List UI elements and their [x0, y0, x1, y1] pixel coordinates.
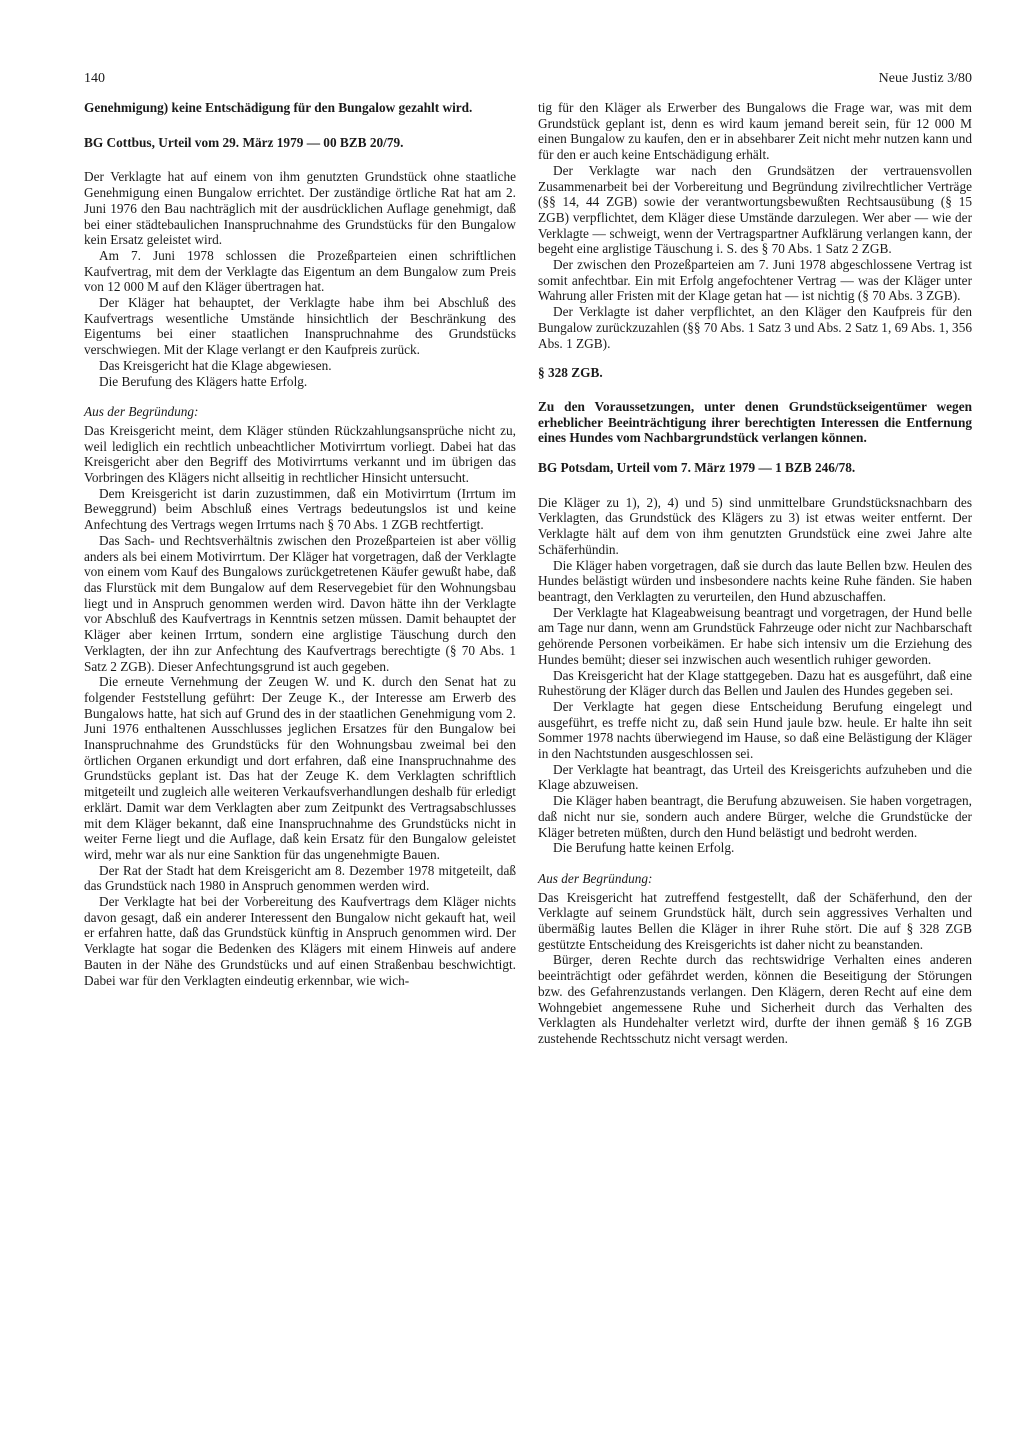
facts-paragraph: Das Kreisgericht hat die Klage abgewiesen.: [99, 357, 332, 373]
reasons-heading: Aus der Begründung:: [84, 404, 199, 420]
case-heading-continuation: Genehmigung) keine Entschädigung für den Bungalow gezahlt wird.: [84, 100, 473, 115]
continuation-paragraph: Der zwischen den Prozeßparteien am 7. Juni 1978 abgeschlossene Vertrag ist somit anfechtbar. Ein mit Erfolg angefochtener Vertrag — was der Kläger unter Wahrung aller Fristen mit der Klage getan hat — ist nichtig (§ 70 Abs. 3 ZGB).: [538, 257, 972, 304]
reasons-paragraph: Dem Kreisgericht ist darin zuzustimmen, daß ein Motivirrtum (Irrtum im Beweggrund) beim Abschluß eines Vertrags bedeutungslos ist und keine Anfechtung des Vertrags wegen Irrtums nach § 70 Abs. 1 ZGB rechtfertigt.: [84, 485, 516, 533]
facts-paragraph: Der Verklagte hat gegen diese Entscheidung Berufung eingelegt und ausgeführt, es treffe nicht zu, daß sein Hund jaule bzw. heule. Er halte ihn seit Sommer 1978 nachts überwiegend im Hause, so daß eine Belästigung der Kläger in den Nachtstunden ausgeschlossen sei.: [538, 698, 972, 762]
journal-issue: Neue Justiz 3/80: [878, 71, 972, 86]
facts-paragraph: Die Berufung des Klägers hatte Erfolg.: [99, 373, 308, 389]
facts-paragraph: Die Berufung hatte keinen Erfolg.: [553, 840, 735, 856]
reasons-paragraph: Bürger, deren Rechte durch das rechtswidrige Verhalten eines anderen beeinträchtigt oder gefährdet werden, können die Beseitigung der Störungen bzw. des Gefahrenzustands verlangen. Den Klägern, deren Recht auf eine dem Wohngebiet angemessene Ruhe und Sicherheit durch das Verhalten des Verklagten als Hundehalter verletzt wird, durfte der ihnen gemäß § 16 ZGB zustehende Rechtsschutz nicht versagt werden.: [538, 952, 972, 1046]
reasons-paragraph: Das Kreisgericht meint, dem Kläger stünden Rückzahlungsansprüche nicht zu, weil lediglich ein rechtlich unbeachtlicher Motivirrtum vorliegt. Dabei hat das Kreisgericht aber den Begriff des Motivirrtums verkannt und im übrigen das Vorbringen des Klägers nicht allseitig in rechtlicher Hinsicht untersucht.: [84, 422, 516, 486]
reasons-paragraph: Der Verklagte hat bei der Vorbereitung des Kaufvertrags dem Kläger nichts davon gesagt, daß ein anderer Interessent den Bungalow nicht gekauft hat, weil er erfahren hatte, daß das Grundstück künftig in Anspruch genommen wird. Der Verklagte hat sogar die Bedenken des Klägers mit einem Hinweis auf andere Bauten in der Nähe des Grundstücks und auf einen Straßenbau beschwichtigt. Dabei war für den Verklagten eindeutig erkennbar, wie wich-: [84, 894, 516, 988]
reasons-heading: Aus der Begründung:: [538, 870, 653, 886]
reasons-paragraph: Das Kreisgericht hat zutreffend festgestellt, daß der Schäferhund, den der Verklagte auf seinem Grundstück hält, durch sein aggressives Verhalten und übermäßig lautes Bellen die Kläger in ihrer Ruhe stört. Die auf § 328 ZGB gestützte Entscheidung des Kreisgerichts ist daher nicht zu beanstanden.: [538, 889, 972, 952]
facts-paragraph: Der Kläger hat behauptet, der Verklagte habe ihm bei Abschluß des Kaufvertrags wesentliche Umstände hinsichtlich der Beschränkung des Eigentums bei einer staatlichen Inanspruchnahme des Grundstücks verschwiegen. Mit der Klage verlangt er den Kaufpreis zurück.: [84, 295, 516, 358]
facts-paragraph: Die Kläger zu 1), 2), 4) und 5) sind unmittelbare Grundstücksnachbarn des Verklagten, das Grundstück des Klägers zu 3) ist etwas weiter entfernt. Der Verklagte hält auf dem von ihm genutzten Grundstück eine zwei Jahre alte Schäferhündin.: [538, 494, 972, 557]
left-column: [84, 100, 516, 988]
facts-paragraph: Der Verklagte hat Klageabweisung beantragt und vorgetragen, der Hund belle am Tage nur dann, wenn am Grundstück Fahrzeuge oder nicht zur Nachbarschaft gehörende Personen vorbeikämen. Er habe sich intensiv um die Erziehung des Hundes bemüht; dieser sei inzwischen auch wesentlich ruhiger geworden.: [538, 604, 972, 667]
reasons-paragraph: Das Sach- und Rechtsverhältnis zwischen den Prozeßparteien ist aber völlig anders als bei einem Motivirrtum. Der Kläger hat vorgetragen, daß der Verklagte von einem vom Kauf des Bungalows zurückgetretenen Käufer gewußt habe, daß das Flurstück mit dem Bungalow auf dem Reservegebiet für den Wohnungsbau liegt und in Anspruch genommen werden wird. Davon hätte ihn der Verklagte vor Abschluß des Kaufvertrags in Kenntnis setzen müssen. Damit behauptet der Kläger aber keinen Irrtum, sondern eine arglistige Täuschung durch den Verklagten, der ihn zur Anfechtung des Kaufvertrags berechtigte (§ 70 Abs. 1 Satz 2 ZGB). Dieser Anfechtungsgrund ist auch gegeben.: [84, 532, 516, 674]
headnote: Zu den Voraussetzungen, unter denen Grundstückseigentümer wegen erheblicher Beeinträchtigung ihrer berechtigten Interessen die Entfernung eines Hundes vom Nachbargrundstück verlangen können.: [538, 398, 972, 446]
case-reference: BG Cottbus, Urteil vom 29. März 1979 — 00 BZB 20/79.: [84, 134, 404, 150]
reasons-paragraph: Die erneute Vernehmung der Zeugen W. und K. durch den Senat hat zu folgender Feststellung geführt: Der Zeuge K., der Interesse am Erwerb des Bungalows hatte, hat sich auf Grund des in der staatlichen Genehmigung vom 2. Juni 1976 enthaltenen Ausschlusses jeglichen Ersatzes für den Bungalow bei Inanspruchnahme des Grundstücks für den Wohnungsbau zweimal bei den örtlichen Organen erkundigt und dort erfahren, daß eine Inanspruchnahme des Grundstücks geplant ist. Das hat der Zeuge K. dem Verklagten schriftlich mitgeteilt und zugleich alle weiteren Verkaufsverhandlungen deshalb für erledigt erklärt. Damit war dem Verklagten aber zum Zeitpunkt des Vertragsabschlusses mit dem Kläger bekannt, daß eine Inanspruchnahme des Grundstücks nicht in weiter Ferne liegt und die Auflage, daß kein Ersatz für den Bungalow geleistet wird, mehr war als nur eine Sanktion für das ungenehmigte Bauen.: [84, 674, 516, 862]
continuation-paragraph: Der Verklagte ist daher verpflichtet, an den Kläger den Kaufpreis für den Bungalow zurückzuzahlen (§§ 70 Abs. 1 Satz 3 und Abs. 2 Satz 1, 69 Abs. 1, 356 Abs. 1 ZGB).: [538, 304, 972, 351]
facts-paragraph: Die Kläger haben beantragt, die Berufung abzuweisen. Sie haben vorgetragen, daß nicht nur sie, sondern auch andere Bürger, welche die Grundstücke der Kläger betreten müßten, durch den Hund belästigt und bedroht werden.: [538, 793, 972, 840]
case-reference: BG Potsdam, Urteil vom 7. März 1979 — 1 BZB 246/78.: [538, 460, 856, 476]
right-column: [538, 100, 972, 1047]
facts-paragraph: Der Verklagte hat auf einem von ihm genutzten Grundstück ohne staatliche Genehmigung einen Bungalow errichtet. Der zuständige örtliche Rat hat am 2. Juni 1976 den Bau nachträglich mit der ausdrücklichen Auflage genehmigt, daß bei einer städtebaulichen Inanspruchnahme des Grundstücks für den Bungalow kein Ersatz geleistet wird.: [84, 169, 516, 248]
facts-paragraph: Am 7. Juni 1978 schlossen die Prozeßparteien einen schriftlichen Kaufvertrag, mit dem der Verklagte das Eigentum an dem Bungalow zum Preis von 12 000 M auf den Kläger übertragen hat.: [84, 247, 516, 295]
page-number: 140: [84, 71, 105, 86]
reasons-paragraph: Der Rat der Stadt hat dem Kreisgericht am 8. Dezember 1978 mitgeteilt, daß das Grundstück nach 1980 in Anspruch genommen werden wird.: [84, 862, 516, 894]
facts-paragraph: Der Verklagte hat beantragt, das Urteil des Kreisgerichts aufzuheben und die Klage abzuweisen.: [538, 761, 972, 793]
facts-paragraph: Das Kreisgericht hat der Klage stattgegeben. Dazu hat es ausgeführt, daß eine Ruhestörung der Kläger durch das Bellen und Jaulen des Hundes gegeben sei.: [538, 667, 972, 699]
continuation-paragraph: Der Verklagte war nach den Grundsätzen der vertrauensvollen Zusammenarbeit bei der Vorbereitung und Begründung zivilrechtlicher Verträge (§§ 14, 44 ZGB) sowie der verantwortungsbewußten Rechtsausübung (§ 15 ZGB) verpflichtet, dem Kläger diese Umstände darzulegen. Wer aber — wie der Verklagte — schweigt, wenn der Vertragspartner Aufklärung verlangen kann, der begeht eine arglistige Täuschung i. S. des § 70 Abs. 1 Satz 2 ZGB.: [538, 162, 972, 257]
section-heading: § 328 ZGB.: [538, 365, 603, 381]
facts-paragraph: Die Kläger haben vorgetragen, daß sie durch das laute Bellen bzw. Heulen des Hundes belästigt würden und insbesondere nachts keine Ruhe fänden. Sie haben beantragt, den Verklagten zu verurteilen, den Hund abzuschaffen.: [538, 557, 972, 604]
continuation-paragraph: tig für den Kläger als Erwerber des Bungalows die Frage war, was mit dem Grundstück geplant ist, denn es wird kaum jemand bereit sein, für 12 000 M einen Bungalow zu kaufen, den er in absehbarer Zeit nicht mehr nutzen kann und für den er auch keine Entschädigung erhält.: [538, 100, 972, 163]
